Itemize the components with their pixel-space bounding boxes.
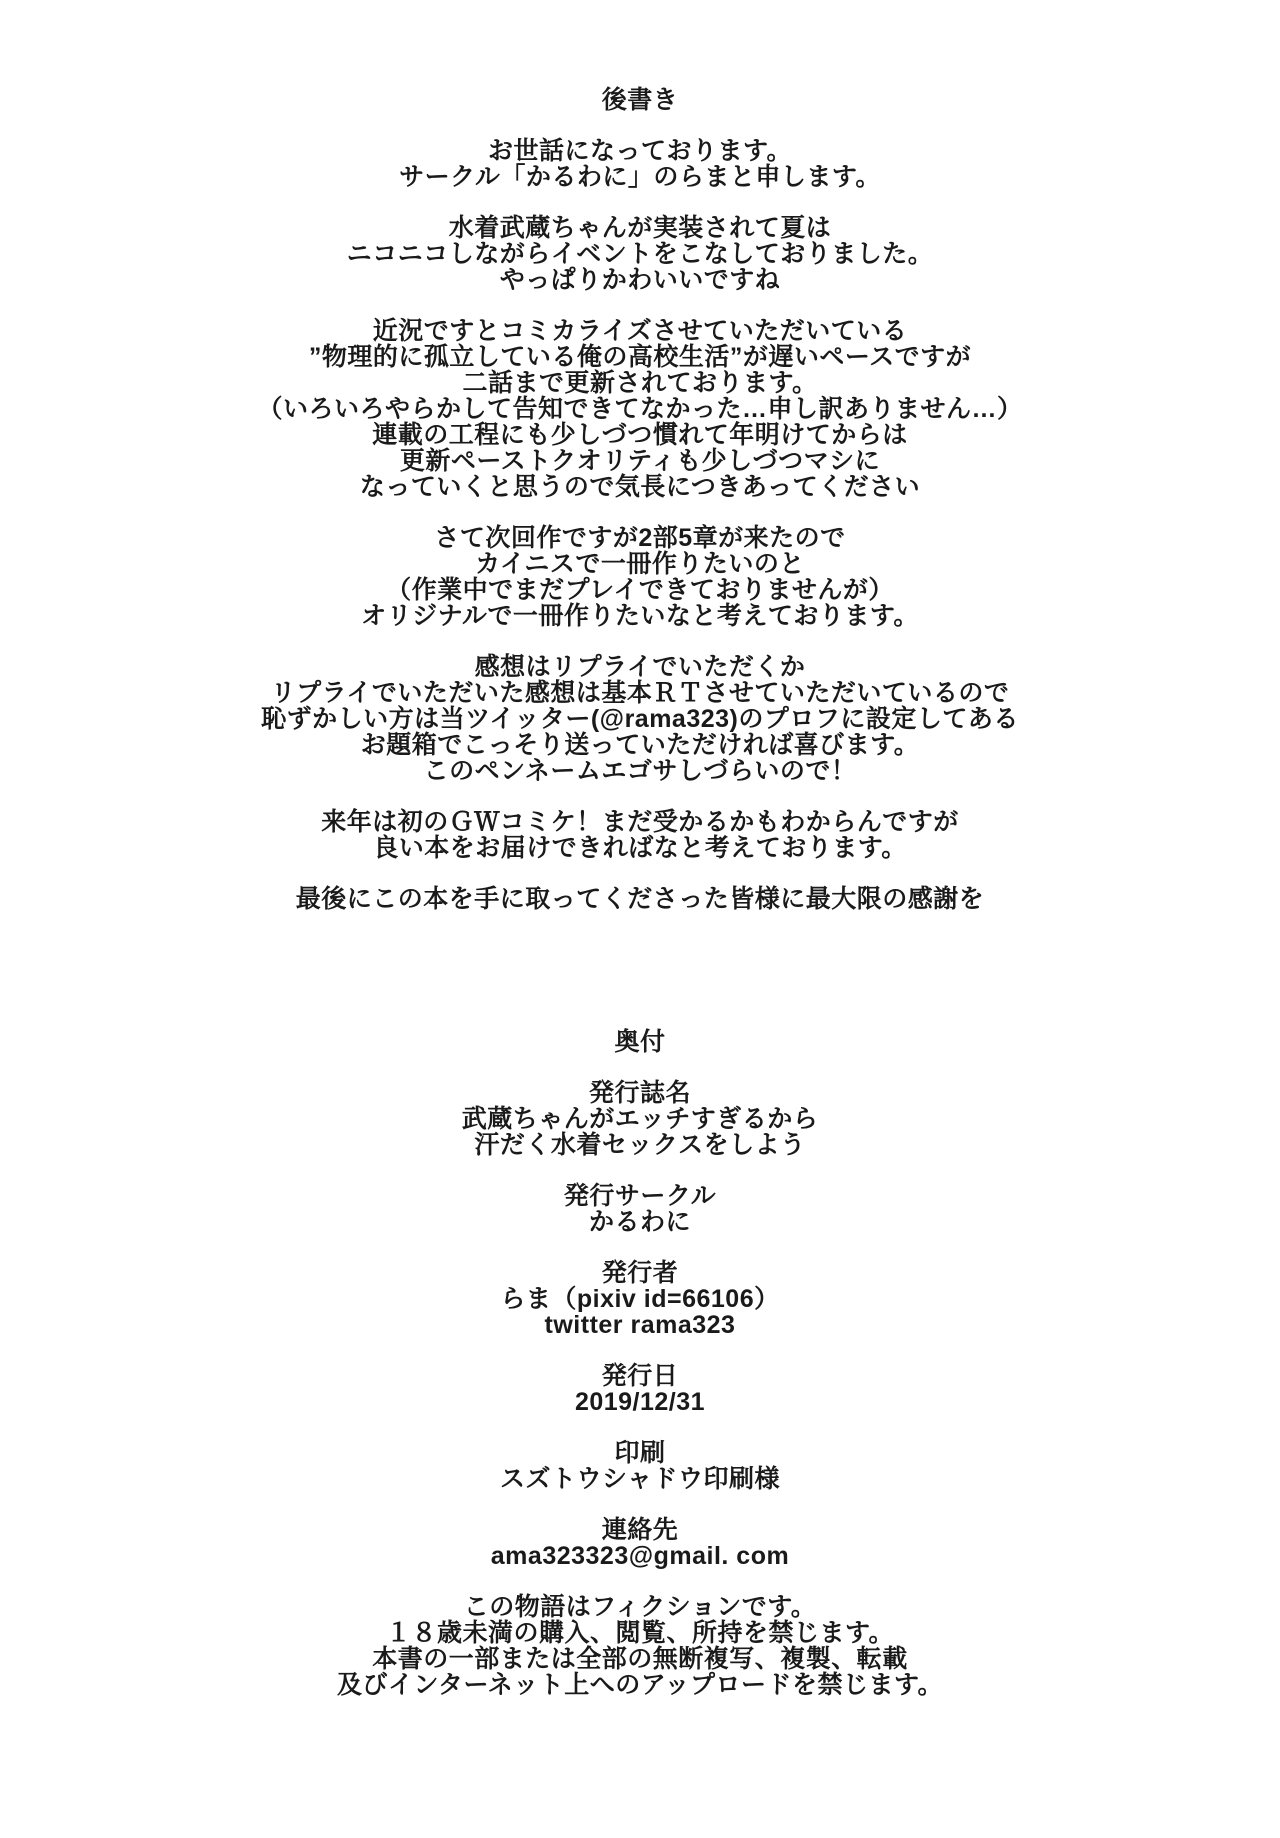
colophon-entry-value: スズトウシャドウ印刷様 xyxy=(499,1465,780,1493)
colophon-entry-contact xyxy=(0,1517,1280,1569)
colophon-entry-value: らま（pixiv id=66106） xyxy=(500,1285,780,1313)
afterword-paragraph-next-work xyxy=(0,525,1280,629)
colophon-entry-value: 武蔵ちゃんがエッチすぎるから xyxy=(461,1105,819,1133)
colophon-entry-printer xyxy=(0,1440,1280,1492)
colophon-entry-value: ama323323@gmail. com xyxy=(490,1542,790,1570)
colophon-title: 奥付 xyxy=(614,1028,666,1056)
colophon-section xyxy=(0,1029,1280,1698)
colophon-entry-publication-name xyxy=(0,1080,1280,1158)
afterword-line: （作業中でまだプレイできておりませんが） xyxy=(386,576,894,604)
afterword-line: 来年は初のＧＷコミケ！まだ受かるかもわからんですが xyxy=(321,808,959,836)
colophon-entry-label: 連絡先 xyxy=(601,1516,679,1544)
afterword-line: お題箱でこっそり送っていただければ喜びます。 xyxy=(360,731,920,759)
afterword-line: リプライでいただいた感想は基本ＲＴさせていただいているので xyxy=(270,679,1010,707)
afterword-line: ”物理的に孤立している俺の高校生活”が遅いペースですが xyxy=(308,343,972,371)
afterword-line: 良い本をお届けできればなと考えております。 xyxy=(373,834,907,862)
afterword-line: さて次回作ですが2部5章が来たので xyxy=(434,524,846,552)
afterword-line: （いろいろやらかして告知できてなかった…申し訳ありません…） xyxy=(257,395,1023,423)
afterword-line: オリジナルで一冊作りたいなと考えております。 xyxy=(361,602,919,630)
afterword-line: お世話になっております。 xyxy=(487,137,792,165)
afterword-paragraph-summer xyxy=(0,215,1280,293)
afterword-paragraph-next-year xyxy=(0,809,1280,861)
colophon-entry-label: 発行者 xyxy=(601,1259,679,1287)
disclaimer-line: 及びインターネット上へのアップロードを禁じます。 xyxy=(336,1671,943,1699)
colophon-entry-publisher xyxy=(0,1260,1280,1338)
disclaimer-line: 本書の一部または全部の無断複写、複製、転載 xyxy=(372,1645,908,1673)
afterword-paragraph-status xyxy=(0,318,1280,500)
afterword-section-header xyxy=(0,87,1280,113)
afterword-line: 二話まで更新されております。 xyxy=(462,369,818,397)
afterword-line: 感想はリプライでいただくか xyxy=(474,653,806,681)
afterword-line: 恥ずかしい方は当ツイッター(@rama323)のプロフに設定してある xyxy=(261,705,1019,733)
afterword-line: ニコニコしながらイベントをこなしておりました。 xyxy=(346,240,934,268)
afterword-paragraph-thanks xyxy=(0,886,1280,912)
colophon-section-header xyxy=(0,1029,1280,1055)
disclaimer-line: この物語はフィクションです。 xyxy=(463,1593,817,1621)
colophon-entry-value: twitter rama323 xyxy=(544,1311,736,1339)
colophon-entry-value: かるわに xyxy=(588,1208,691,1236)
colophon-entry-value: 2019/12/31 xyxy=(574,1388,706,1416)
colophon-entry-value: 汗だく水着セックスをしよう xyxy=(474,1131,806,1159)
afterword-line: サークル「かるわに」のらまと申します。 xyxy=(399,163,881,191)
afterword-line: 最後にこの本を手に取ってくださった皆様に最大限の感謝を xyxy=(295,885,985,913)
afterword-line: このペンネームエゴサしづらいので！ xyxy=(423,757,857,785)
disclaimer-line: １８歳未満の購入、閲覧、所持を禁じます。 xyxy=(385,1619,894,1647)
afterword-line: やっぱりかわいいですね xyxy=(499,266,781,294)
colophon-entry-label: 発行サークル xyxy=(563,1182,717,1210)
colophon-entry-label: 印刷 xyxy=(614,1439,666,1467)
afterword-line: カイニスで一冊作りたいのと xyxy=(475,550,805,578)
afterword-line: なっていくと思うので気長につきあってください xyxy=(359,473,921,501)
afterword-paragraph-greeting xyxy=(0,138,1280,190)
afterword-line: 更新ペーストクオリティも少しづつマシに xyxy=(399,447,881,475)
colophon-entry-circle xyxy=(0,1183,1280,1235)
colophon-entry-publication-date xyxy=(0,1363,1280,1415)
afterword-line: 連載の工程にも少しづつ慣れて年明けてからは xyxy=(372,421,908,449)
colophon-entry-label: 発行誌名 xyxy=(588,1079,691,1107)
colophon-entry-label: 発行日 xyxy=(601,1362,679,1390)
afterword-line: 水着武蔵ちゃんが実装されて夏は xyxy=(448,214,832,242)
afterword-paragraph-feedback xyxy=(0,654,1280,784)
colophon-disclaimer xyxy=(0,1594,1280,1698)
afterword-line: 近況ですとコミカライズさせていただいている xyxy=(372,317,908,345)
afterword-title: 後書き xyxy=(601,86,679,114)
